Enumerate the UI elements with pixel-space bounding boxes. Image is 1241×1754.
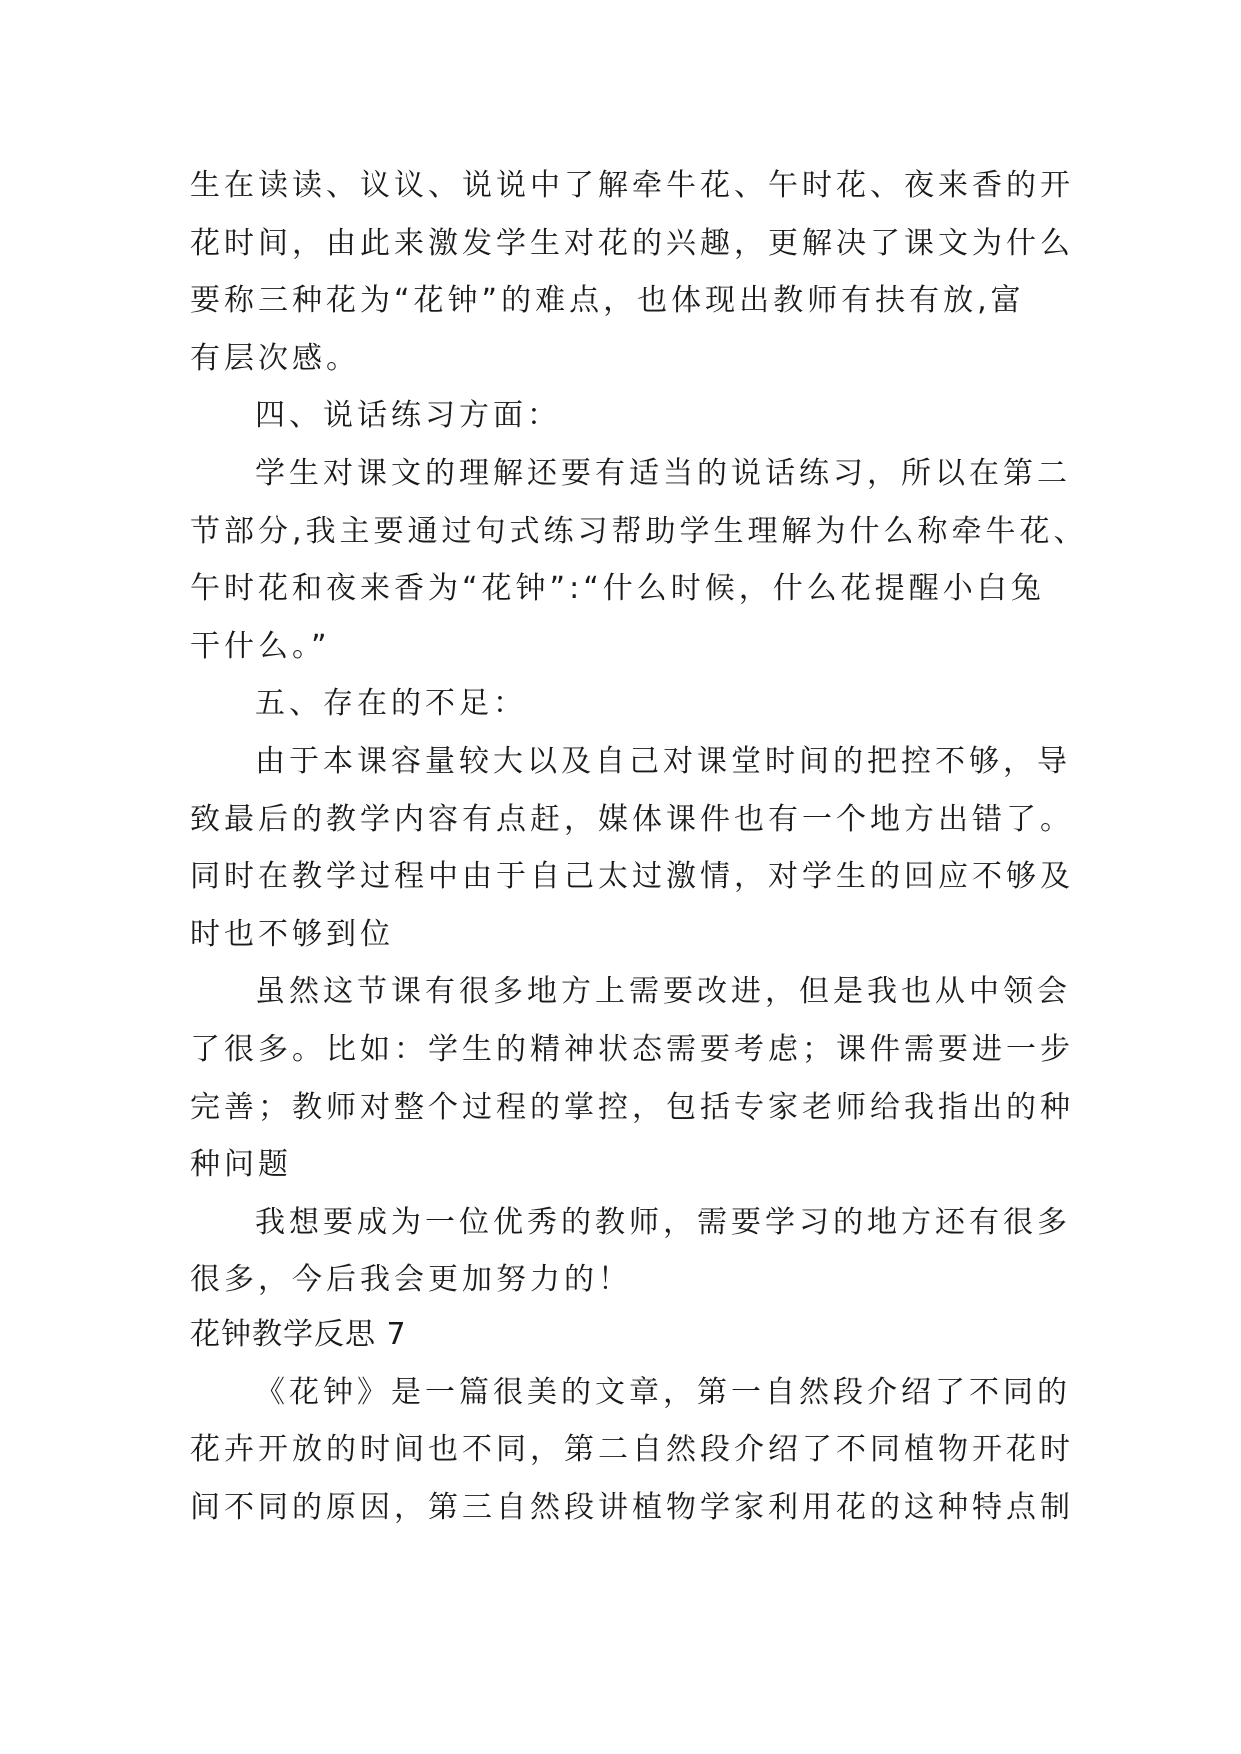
text-line: 有层次感。 (190, 341, 360, 376)
text-line: 要称三种花为“花钟”的难点，也体现出教师有扶有放,富 (190, 283, 1025, 318)
text-line: 《花钟》是一篇很美的文章，第一自然段介绍了不同的 (255, 1375, 1071, 1410)
section-title: 花钟教学反思 7 (190, 1317, 407, 1352)
text-line: 间不同的原因，第三自然段讲植物学家利用花的这种特点制 (190, 1490, 1074, 1525)
text-line: 由于本课容量较大以及自己对课堂时间的把控不够，导 (255, 744, 1071, 779)
text-line: 午时花和夜来香为“花钟”:“什么时候，什么花提醒小白兔 (190, 571, 1045, 606)
text-line: 虽然这节课有很多地方上需要改进，但是我也从中领会 (255, 974, 1071, 1009)
section-heading: 五、存在的不足： (255, 686, 527, 721)
text-line: 致最后的教学内容有点赶，媒体课件也有一个地方出错了。 (190, 802, 1074, 837)
text-line: 很多，今后我会更加努力的！ (190, 1262, 632, 1297)
text-line: 干什么。” (190, 629, 331, 664)
text-line: 学生对课文的理解还要有适当的说话练习，所以在第二 (255, 456, 1071, 491)
text-line: 时也不够到位 (190, 917, 394, 952)
text-line: 种问题 (190, 1147, 292, 1182)
section-heading: 四、说话练习方面： (255, 398, 561, 433)
text-line: 花卉开放的时间也不同，第二自然段介绍了不同植物开花时 (190, 1432, 1074, 1467)
text-line: 生在读读、议议、说说中了解牵牛花、午时花、夜来香的开 (190, 168, 1074, 203)
text-line: 节部分,我主要通过句式练习帮助学生理解为什么称牵牛花、 (190, 514, 1088, 549)
text-line: 花时间，由此来激发学生对花的兴趣，更解决了课文为什么 (190, 226, 1074, 261)
text-line: 完善；教师对整个过程的掌控，包括专家老师给我指出的种 (190, 1090, 1074, 1125)
text-line: 我想要成为一位优秀的教师，需要学习的地方还有很多 (255, 1205, 1071, 1240)
text-line: 同时在教学过程中由于自己太过激情，对学生的回应不够及 (190, 859, 1074, 894)
text-line: 了很多。比如：学生的精神状态需要考虑；课件需要进一步 (190, 1032, 1074, 1067)
